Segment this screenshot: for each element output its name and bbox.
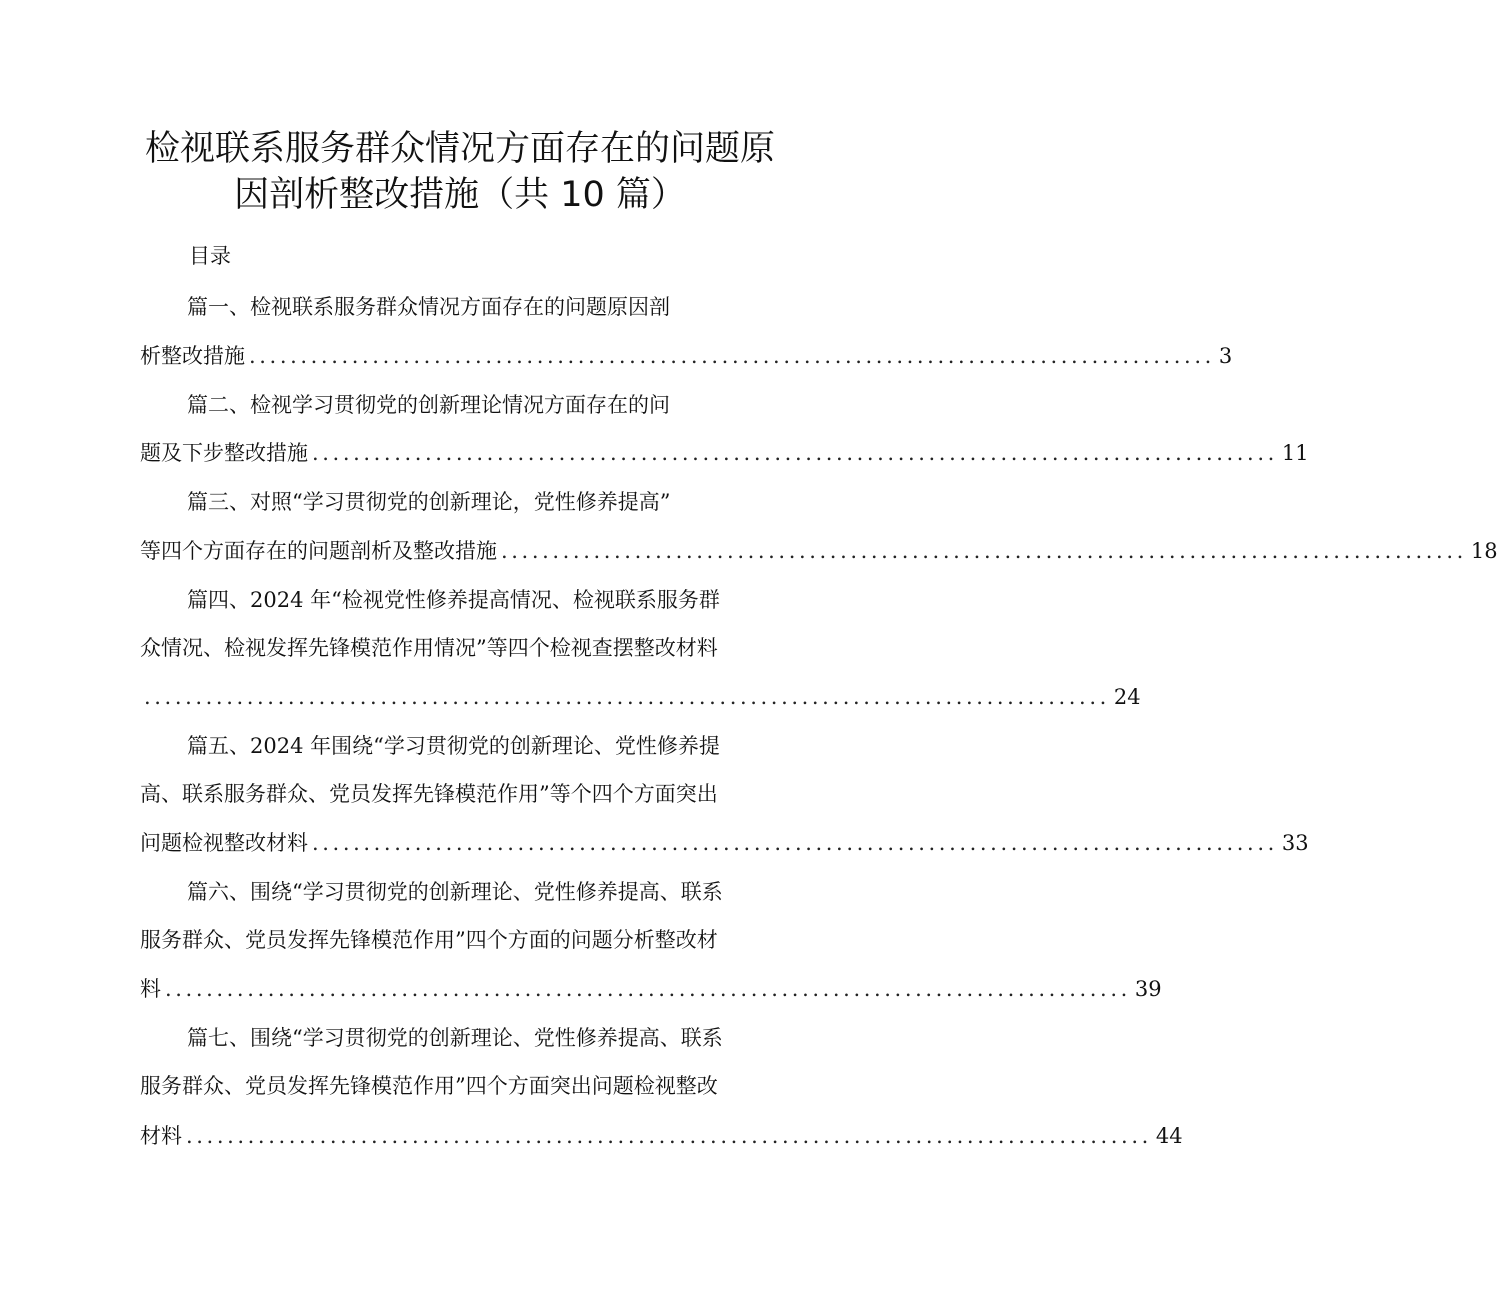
toc-entry-1-line-1[interactable]: 篇一、检视联系服务群众情况方面存在的问题原因剖 <box>187 295 670 319</box>
toc-entry-7-dot-leader: .............................................................................................. <box>186 1124 1152 1148</box>
toc-entry-7-line-1[interactable]: 篇七、围绕“学习贯彻党的创新理论、党性修养提高、联系 <box>187 1026 723 1050</box>
toc-entry-6-page-number: 39 <box>1134 977 1162 1001</box>
toc-entry-2-last-text: 题及下步整改措施 <box>140 441 308 465</box>
toc-entry-2-page-number: 11 <box>1281 441 1309 465</box>
document-title-line-2: 因剖析整改措施（共 10 篇） <box>234 175 686 215</box>
document-title-line-1: 检视联系服务群众情况方面存在的问题原 <box>144 129 775 169</box>
toc-entry-4-leader[interactable] <box>140 681 1141 713</box>
toc-entry-6-line-1[interactable]: 篇六、围绕“学习贯彻党的创新理论、党性修养提高、联系 <box>187 880 723 904</box>
toc-entry-6-dot-leader: .............................................................................................. <box>165 977 1131 1001</box>
toc-entry-5-line-1[interactable]: 篇五、2024 年围绕“学习贯彻党的创新理论、党性修养提 <box>187 734 720 758</box>
toc-entry-1-leader[interactable] <box>140 340 1233 372</box>
toc-entry-7-leader[interactable] <box>140 1120 1183 1152</box>
toc-entry-3-line-1[interactable]: 篇三、对照“学习贯彻党的创新理论，党性修养提高” <box>187 490 671 514</box>
toc-entry-4-dot-leader: .............................................................................................. <box>144 685 1110 709</box>
toc-entry-5-dot-leader: .............................................................................................. <box>312 831 1278 855</box>
toc-entry-4-line-2[interactable]: 众情况、检视发挥先锋模范作用情况”等四个检视查摆整改材料 <box>140 636 718 660</box>
toc-entry-2-line-1[interactable]: 篇二、检视学习贯彻党的创新理论情况方面存在的问 <box>187 393 670 417</box>
toc-entry-2-dot-leader: .............................................................................................. <box>312 441 1278 465</box>
toc-entry-6-leader[interactable] <box>140 973 1162 1005</box>
toc-entry-6-last-text: 料 <box>140 977 161 1001</box>
toc-entry-5-page-number: 33 <box>1281 831 1309 855</box>
toc-entry-1-last-text: 析整改措施 <box>140 344 245 368</box>
toc-entry-5-line-2[interactable]: 高、联系服务群众、党员发挥先锋模范作用”等个四个方面突出 <box>140 782 718 806</box>
toc-entry-4-line-1[interactable]: 篇四、2024 年“检视党性修养提高情况、检视联系服务群 <box>187 588 720 612</box>
toc-heading: 目录 <box>189 244 231 268</box>
toc-entry-7-page-number: 44 <box>1155 1124 1183 1148</box>
toc-entry-3-last-text: 等四个方面存在的问题剖析及整改措施 <box>140 539 497 563</box>
toc-entry-3-page-number: 18 <box>1470 539 1498 563</box>
toc-entry-3-leader[interactable] <box>140 535 1498 567</box>
toc-entry-5-last-text: 问题检视整改材料 <box>140 831 308 855</box>
toc-entry-1-page-number: 3 <box>1218 344 1233 368</box>
toc-entry-7-last-text: 材料 <box>140 1124 182 1148</box>
toc-entry-7-line-2[interactable]: 服务群众、党员发挥先锋模范作用”四个方面突出问题检视整改 <box>140 1074 718 1098</box>
toc-entry-6-line-2[interactable]: 服务群众、党员发挥先锋模范作用”四个方面的问题分析整改材 <box>140 928 718 952</box>
toc-entry-3-dot-leader: .............................................................................................. <box>501 539 1467 563</box>
toc-entry-4-page-number: 24 <box>1113 685 1141 709</box>
toc-entry-2-leader[interactable] <box>140 437 1309 469</box>
toc-entry-1-dot-leader: .............................................................................................. <box>249 344 1215 368</box>
toc-entry-5-leader[interactable] <box>140 827 1309 859</box>
